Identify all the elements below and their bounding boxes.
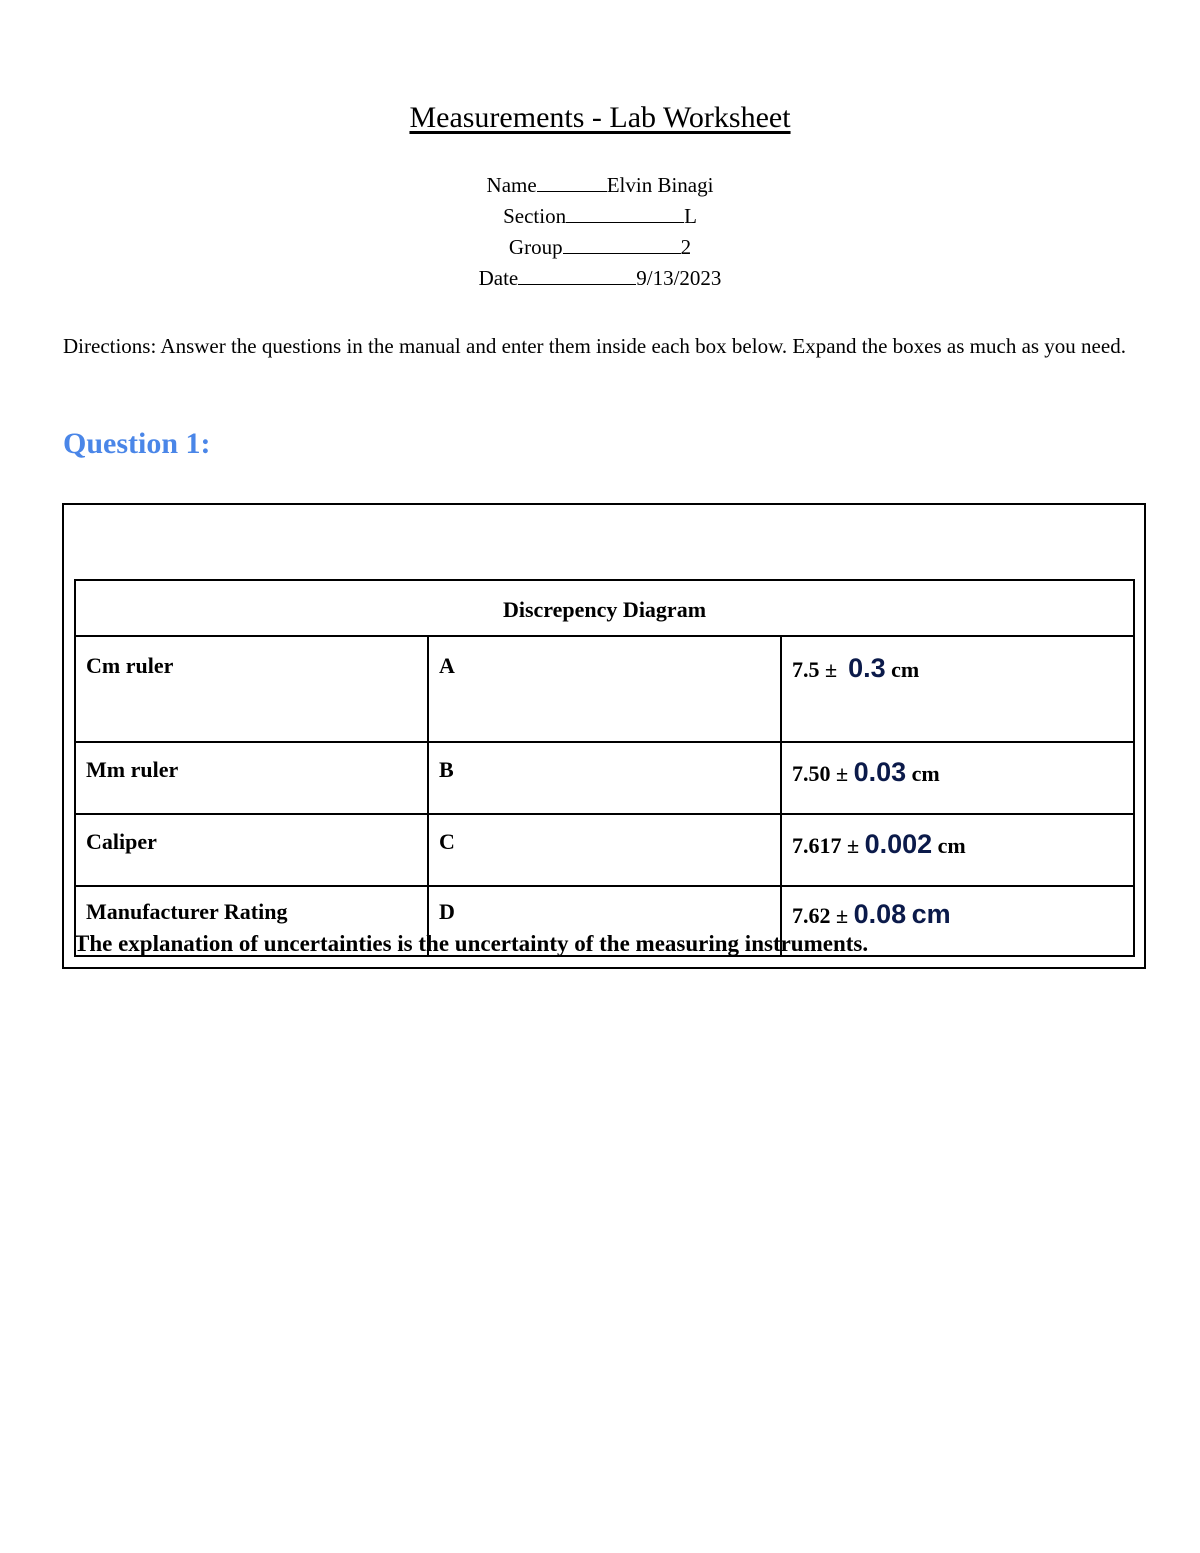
letter-cell: D (428, 886, 781, 956)
table-header: Discrepency Diagram (75, 580, 1134, 636)
answer-box[interactable] (62, 503, 1146, 969)
measurement-cell (781, 742, 1134, 814)
measurement-value: 7.50 (792, 761, 831, 786)
name-label: Name (486, 173, 537, 197)
letter-cell: A (428, 636, 781, 742)
table-row (75, 636, 1134, 742)
measurement-value: 7.5 (792, 657, 820, 682)
date-blank (518, 266, 636, 285)
directions-text: Directions: Answer the questions in the manual and enter them inside each box below. Expand the boxes as much as you need. (63, 334, 1126, 358)
plus-minus-symbol: ± (836, 761, 849, 786)
instrument-cell: Mm ruler (75, 742, 428, 814)
unit-label: cm (937, 833, 966, 858)
table-header-row (75, 580, 1134, 636)
date-value: 9/13/2023 (636, 266, 722, 290)
table-row (75, 742, 1134, 814)
group-value: 2 (680, 235, 692, 259)
instrument-cell: Caliper (75, 814, 428, 886)
name-line (0, 170, 1200, 201)
student-info (0, 170, 1200, 294)
table-row (75, 814, 1134, 886)
letter-cell: B (428, 742, 781, 814)
plus-minus-symbol: ± (836, 903, 849, 928)
section-line (0, 201, 1200, 232)
section-label: Section (503, 204, 567, 228)
uncertainty-value: 0.002 (864, 829, 933, 859)
group-blank (563, 235, 681, 254)
group-label: Group (508, 235, 563, 259)
measurement-cell (781, 814, 1134, 886)
section-value: L (684, 204, 697, 228)
uncertainty-value: 0.3 (848, 653, 886, 683)
discrepancy-table (74, 579, 1135, 957)
instrument-cell: Cm ruler (75, 636, 428, 742)
measurement-value: 7.62 (792, 903, 831, 928)
name-blank (537, 173, 607, 192)
measurement-cell (781, 636, 1134, 742)
unit-label: cm (911, 899, 951, 929)
plus-minus-symbol: ± (847, 833, 860, 858)
name-value: Elvin Binagi (606, 173, 714, 197)
question-heading: Question 1: (63, 427, 211, 460)
date-label: Date (478, 266, 519, 290)
explanation-text: The explanation of uncertainties is the uncertainty of the measuring instruments. (74, 931, 869, 956)
letter-cell: C (428, 814, 781, 886)
section-blank (566, 204, 684, 223)
date-line (0, 263, 1200, 294)
unit-label: cm (891, 657, 920, 682)
uncertainty-value: 0.08 (853, 899, 907, 929)
unit-label: cm (911, 761, 940, 786)
plus-minus-symbol: ± (825, 657, 838, 682)
instrument-cell: Manufacturer Rating (75, 886, 428, 956)
measurement-value: 7.617 (792, 833, 842, 858)
uncertainty-value: 0.03 (853, 757, 907, 787)
page-title: Measurements - Lab Worksheet (409, 101, 791, 134)
group-line (0, 232, 1200, 263)
